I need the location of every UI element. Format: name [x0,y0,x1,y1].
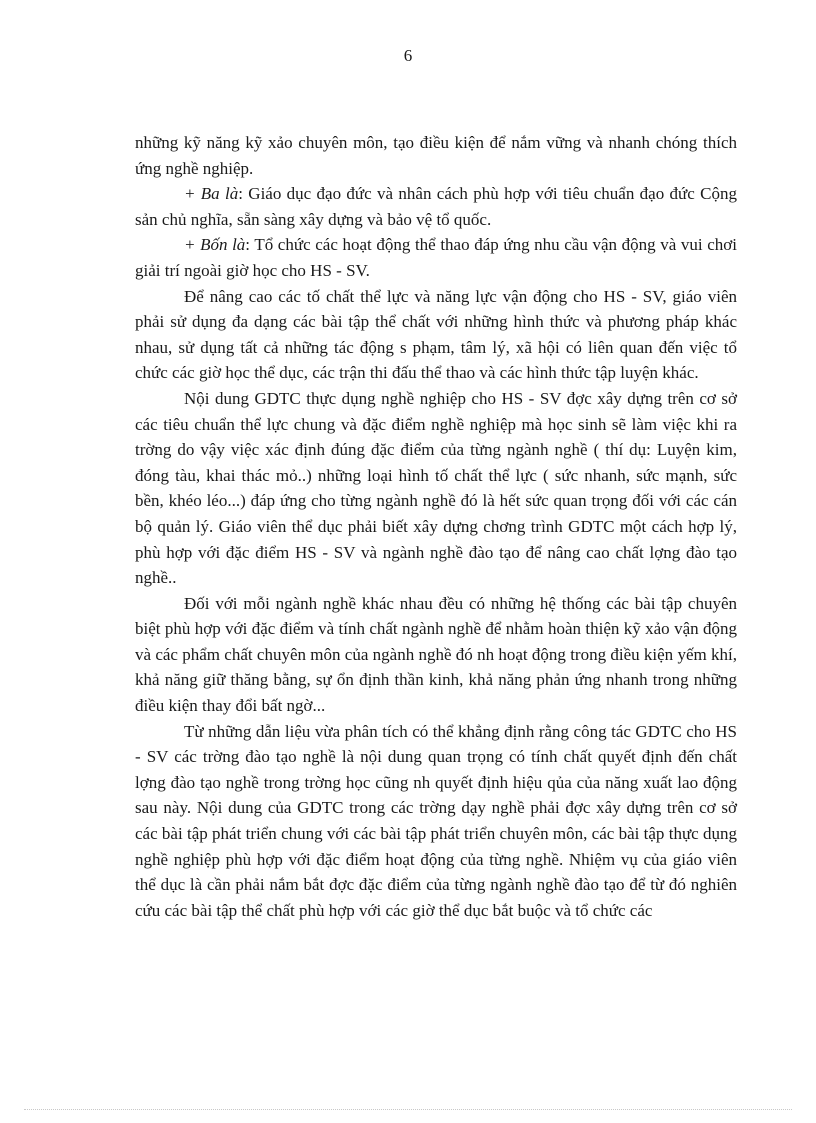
paragraph: Để nâng cao các tố chất thể lực và năng lực vận động cho HS - SV, giáo viên phải sử dụng đa dạng các bài tập thể chất với những hình thức và phương pháp khác nhau, sử dụng tất cả những tác động s phạm, tâm lý, xã hội có liên quan đến việc tổ chức các giờ học thể dục, các trận thi đấu thể thao và các hình thức tập luyện khác. [135,286,737,383]
paragraph-lead: + Bốn là [184,235,246,255]
page-bottom-divider [24,1109,792,1110]
paragraph: Đối với mỗi ngành nghề khác nhau đều có những hệ thống các bài tập chuyên biệt phù hợp với đặc điểm và tính chất ngành nghề để nhằm hoàn thiện kỹ xảo vận động và các phẩm chất chuyên môn của ngành nghề đó nh hoạt động trong điều kiện yếm khí, khả năng giữ thăng bằng, sự ổn định thần kinh, khả năng phản ứng nhanh trong những điều kiện thay đổi bất ngờ... [135,593,737,716]
paragraph-text: : Tổ chức các hoạt động thể thao đáp ứng nhu cầu vận động và vui chơi giải trí ngoài giờ học cho HS - SV. [135,235,737,280]
paragraph-lead: + Ba là [184,184,239,204]
paragraph: Nội dung GDTC thực dụng nghề nghiệp cho HS - SV đợc xây dựng trên cơ sở các tiêu chuẩn thể lực chung và đặc điểm nghề nghiệp mà học sinh sẽ làm việc khi ra trờng do vậy việc xác định đúng đặc điểm của từng ngành nghề ( thí dụ: Luyện kim, đóng tàu, khai thác mỏ..) những loại hình tố chất thể lực ( sức nhanh, sức mạnh, sức bền, khéo léo...) đáp ứng cho từng ngành nghề đó là hết sức quan trọng đối với các cán bộ quản lý. Giáo viên thể dục phải biết xây dựng chơng trình GDTC một cách hợp lý, phù hợp với đặc điểm HS - SV và ngành nghề đào tạo để nâng cao chất lợng đào tạo nghề.. [135,388,737,588]
document-body [135,130,737,923]
paragraph-text: : Giáo dục đạo đức và nhân cách phù hợp với tiêu chuẩn đạo đức Cộng sản chủ nghĩa, sẵn sàng xây dựng và bảo vệ tổ quốc. [135,184,737,229]
paragraph-bon-la [135,232,737,283]
page-number: 6 [403,46,413,65]
paragraph: Từ những dẫn liệu vừa phân tích có thể khẳng định rằng công tác GDTC cho HS - SV các trờng đào tạo nghề là nội dung quan trọng có tính chất quyết định đến chất lợng đào tạo nghề trong trờng học cũng nh quyết định hiệu qủa của năng xuất lao động sau này. Nội dung của GDTC trong các trờng dạy nghề phải đợc xây dựng trên cơ sở các bài tập phát triển chung với các bài tập phát triển chuyên môn, các bài tập thực dụng nghề nghiệp phù hợp với đặc điểm hoạt động của từng nghề. Nhiệm vụ của giáo viên thể dục là cần phải nắm bắt đợc đặc điểm của từng ngành nghề đào tạo để từ đó nghiên cứu các bài tập thể chất phù hợp với các giờ thể dục bắt buộc và tổ chức các [135,721,737,920]
paragraph-continuation: những kỹ năng kỹ xảo chuyên môn, tạo điều kiện để nắm vững và nhanh chóng thích ứng nghề nghiệp. [135,133,737,178]
paragraph-ba-la [135,181,737,232]
